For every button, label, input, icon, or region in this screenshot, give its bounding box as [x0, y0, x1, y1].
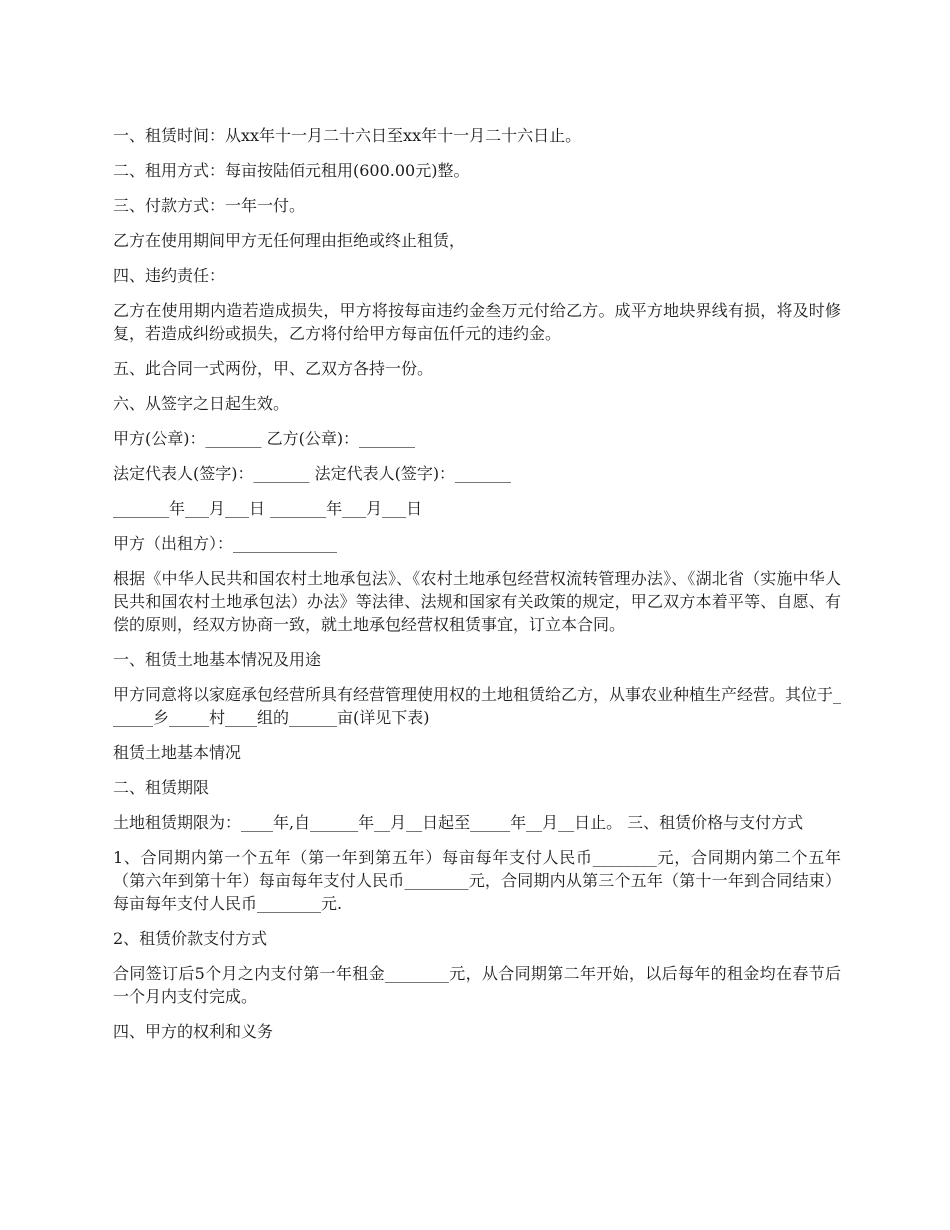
clause-lease-method: 二、租用方式：每亩按陆佰元租用(600.00元)整。	[113, 161, 470, 180]
lessor-line: 甲方（出租方）：_____________	[113, 534, 338, 553]
clause-effective: 六、从签字之日起生效。	[113, 394, 290, 413]
section-heading-payment: 2、租赁价款支付方式	[113, 929, 268, 948]
paragraph-land-location: 甲方同意将以家庭承包经营所具有经营管理使用权的土地租赁给乙方，从事农业种植生产经营。其位于______乡_____村____组的______亩(详见下表)	[113, 685, 842, 727]
clause-copies: 五、此合同一式两份，甲、乙双方各持一份。	[113, 359, 434, 378]
section-heading-land-use: 一、租赁土地基本情况及用途	[113, 650, 322, 669]
paragraph-no-termination: 乙方在使用期间甲方无任何理由拒绝或终止租赁，	[113, 231, 466, 250]
paragraph-legal-basis: 根据《中华人民共和国农村土地承包法》、《农村土地承包经营权流转管理办法》、《湖北省（实施中华人民共和国农村土地承包法）办法》等法律、法规和国家有关政策的规定，甲乙双方本着平等、自愿、有偿的原则，经双方协商一致，就土地承包经营权租赁事宜，订立本合同。	[113, 569, 841, 634]
clause-breach-heading: 四、违约责任：	[113, 266, 226, 285]
section-heading-lessor-rights: 四、甲方的权利和义务	[113, 1022, 274, 1041]
clause-lease-time: 一、租赁时间：从xx年十一月二十六日至xx年十一月二十六日止。	[113, 126, 582, 145]
paragraph-breach-details: 乙方在使用期内造若造成损失，甲方将按每亩违约金叁万元付给乙方。成平方地块界线有损，将及时修复，若造成纠纷或损失，乙方将付给甲方每亩伍仟元的违约金。	[113, 301, 841, 343]
clause-payment-method: 三、付款方式：一年一付。	[113, 196, 306, 215]
paragraph-lease-term: 土地租赁期限为：____年,自______年__月__日起至_____年__月__日止。 三、租赁价格与支付方式	[113, 813, 804, 832]
contract-body	[113, 124, 841, 1055]
paragraph-payment-terms: 合同签订后5个月之内支付第一年租金________元，从合同期第二年开始，以后每年的租金均在春节后一个月内支付完成。	[113, 964, 841, 1006]
signature-date-line: _______年___月___日 _______年___月___日	[113, 499, 423, 518]
section-heading-lease-term: 二、租赁期限	[113, 778, 210, 797]
signature-seal-line: 甲方(公章)：_______ 乙方(公章)：_______	[113, 429, 416, 448]
paragraph-price-schedule: 1、合同期内第一个五年（第一年到第五年）每亩每年支付人民币________元，合同期内第二个五年（第六年到第十年）每亩每年支付人民币________元，合同期内从第三个五年（第十一年到合同结束）每亩每年支付人民币________元.	[113, 848, 841, 913]
land-info-caption: 租赁土地基本情况	[113, 743, 242, 762]
signature-representative-line: 法定代表人(签字)：_______ 法定代表人(签字)：_______	[113, 464, 512, 483]
